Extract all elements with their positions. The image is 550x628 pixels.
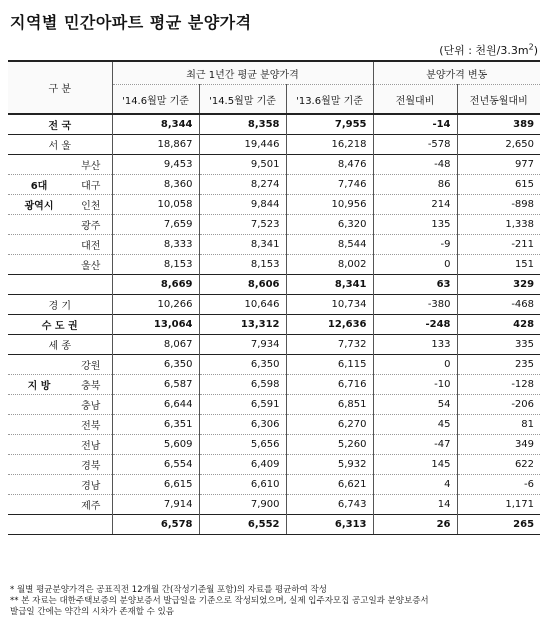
value-cell: 7,914 xyxy=(112,495,199,515)
row-category: 경 기 xyxy=(8,295,112,315)
value-cell: 6,306 xyxy=(199,415,286,435)
value-cell: 8,358 xyxy=(199,114,286,135)
value-cell: 6,115 xyxy=(286,355,373,375)
value-cell: -128 xyxy=(457,375,540,395)
row-subcategory xyxy=(70,515,112,535)
value-cell: 7,732 xyxy=(286,335,373,355)
table-row xyxy=(8,435,540,455)
value-cell: 135 xyxy=(373,215,457,235)
header-col: 전년동월대비 xyxy=(457,85,540,115)
value-cell: 8,606 xyxy=(199,275,286,295)
row-subcategory: 충북 xyxy=(70,375,112,395)
value-cell: 13,312 xyxy=(199,315,286,335)
table-row xyxy=(8,275,540,295)
value-cell: 8,344 xyxy=(112,114,199,135)
value-cell: 13,064 xyxy=(112,315,199,335)
value-cell: 6,851 xyxy=(286,395,373,415)
row-category: 세 종 xyxy=(8,335,112,355)
price-table xyxy=(8,60,540,535)
table-row xyxy=(8,375,540,395)
row-category xyxy=(8,235,70,255)
value-cell: 7,934 xyxy=(199,335,286,355)
value-cell: 7,900 xyxy=(199,495,286,515)
row-category: 수 도 권 xyxy=(8,315,112,335)
value-cell: 8,153 xyxy=(112,255,199,275)
row-subcategory: 대전 xyxy=(70,235,112,255)
value-cell: 5,260 xyxy=(286,435,373,455)
value-cell: 10,646 xyxy=(199,295,286,315)
value-cell: 1,338 xyxy=(457,215,540,235)
row-category xyxy=(8,495,70,515)
value-cell: 7,955 xyxy=(286,114,373,135)
row-category: 광역시 xyxy=(8,195,70,215)
table-row xyxy=(8,315,540,335)
row-subcategory: 전남 xyxy=(70,435,112,455)
value-cell: -468 xyxy=(457,295,540,315)
row-category xyxy=(8,475,70,495)
value-cell: 6,270 xyxy=(286,415,373,435)
value-cell: -48 xyxy=(373,155,457,175)
row-category xyxy=(8,155,70,175)
table-row xyxy=(8,155,540,175)
value-cell: 6,552 xyxy=(199,515,286,535)
value-cell: -14 xyxy=(373,114,457,135)
value-cell: 8,341 xyxy=(199,235,286,255)
value-cell: -6 xyxy=(457,475,540,495)
value-cell: 5,656 xyxy=(199,435,286,455)
header-col: '14.5월말 기준 xyxy=(199,85,286,115)
value-cell: 9,453 xyxy=(112,155,199,175)
table-row xyxy=(8,215,540,235)
value-cell: 7,659 xyxy=(112,215,199,235)
row-category xyxy=(8,255,70,275)
value-cell: 622 xyxy=(457,455,540,475)
value-cell: 8,341 xyxy=(286,275,373,295)
row-category xyxy=(8,455,70,475)
value-cell: 6,554 xyxy=(112,455,199,475)
value-cell: 8,544 xyxy=(286,235,373,255)
value-cell: 6,591 xyxy=(199,395,286,415)
footnote: * 월별 평균분양가격은 공표직전 12개월 간(작성기준월 포함)의 자료를 평균하여 작성 xyxy=(10,585,327,595)
value-cell: 349 xyxy=(457,435,540,455)
value-cell: -578 xyxy=(373,135,457,155)
value-cell: 8,274 xyxy=(199,175,286,195)
row-subcategory xyxy=(70,275,112,295)
value-cell: 86 xyxy=(373,175,457,195)
row-category xyxy=(8,415,70,435)
value-cell: 6,615 xyxy=(112,475,199,495)
value-cell: 145 xyxy=(373,455,457,475)
value-cell: 6,621 xyxy=(286,475,373,495)
value-cell: 5,609 xyxy=(112,435,199,455)
value-cell: 45 xyxy=(373,415,457,435)
header-row-1 xyxy=(8,61,540,85)
row-subcategory: 경남 xyxy=(70,475,112,495)
value-cell: 19,446 xyxy=(199,135,286,155)
value-cell: 8,153 xyxy=(199,255,286,275)
value-cell: -10 xyxy=(373,375,457,395)
value-cell: 9,501 xyxy=(199,155,286,175)
value-cell: 6,743 xyxy=(286,495,373,515)
table-row xyxy=(8,235,540,255)
value-cell: 6,320 xyxy=(286,215,373,235)
table-row xyxy=(8,335,540,355)
value-cell: 4 xyxy=(373,475,457,495)
table-row xyxy=(8,195,540,215)
value-cell: -206 xyxy=(457,395,540,415)
header-category: 구 분 xyxy=(8,61,112,114)
row-subcategory: 경북 xyxy=(70,455,112,475)
value-cell: 8,067 xyxy=(112,335,199,355)
row-category xyxy=(8,435,70,455)
row-subcategory: 전북 xyxy=(70,415,112,435)
table-row xyxy=(8,415,540,435)
header-group-price: 최근 1년간 평균 분양가격 xyxy=(112,61,373,85)
table-row xyxy=(8,495,540,515)
row-category xyxy=(8,215,70,235)
row-subcategory: 광주 xyxy=(70,215,112,235)
value-cell: 14 xyxy=(373,495,457,515)
row-subcategory: 강원 xyxy=(70,355,112,375)
value-cell: 18,867 xyxy=(112,135,199,155)
value-cell: 151 xyxy=(457,255,540,275)
value-cell: 10,734 xyxy=(286,295,373,315)
value-cell: -211 xyxy=(457,235,540,255)
value-cell: 54 xyxy=(373,395,457,415)
table-row xyxy=(8,175,540,195)
value-cell: 389 xyxy=(457,114,540,135)
value-cell: 0 xyxy=(373,255,457,275)
value-cell: 615 xyxy=(457,175,540,195)
table-row xyxy=(8,475,540,495)
value-cell: 6,716 xyxy=(286,375,373,395)
row-category: 서 울 xyxy=(8,135,112,155)
value-cell: 6,350 xyxy=(199,355,286,375)
value-cell: 6,409 xyxy=(199,455,286,475)
value-cell: -248 xyxy=(373,315,457,335)
value-cell: 2,650 xyxy=(457,135,540,155)
value-cell: -898 xyxy=(457,195,540,215)
value-cell: 335 xyxy=(457,335,540,355)
value-cell: 235 xyxy=(457,355,540,375)
value-cell: 8,333 xyxy=(112,235,199,255)
value-cell: 0 xyxy=(373,355,457,375)
value-cell: 265 xyxy=(457,515,540,535)
header-col: 전월대비 xyxy=(373,85,457,115)
table-row xyxy=(8,114,540,135)
table-row xyxy=(8,455,540,475)
value-cell: 7,523 xyxy=(199,215,286,235)
row-category: 6대 xyxy=(8,175,70,195)
value-cell: 6,644 xyxy=(112,395,199,415)
row-subcategory: 충남 xyxy=(70,395,112,415)
value-cell: 6,350 xyxy=(112,355,199,375)
row-subcategory: 대구 xyxy=(70,175,112,195)
value-cell: 329 xyxy=(457,275,540,295)
value-cell: 16,218 xyxy=(286,135,373,155)
value-cell: 8,476 xyxy=(286,155,373,175)
value-cell: 214 xyxy=(373,195,457,215)
value-cell: -9 xyxy=(373,235,457,255)
value-cell: 428 xyxy=(457,315,540,335)
row-category xyxy=(8,275,70,295)
value-cell: 8,669 xyxy=(112,275,199,295)
value-cell: 63 xyxy=(373,275,457,295)
row-subcategory: 울산 xyxy=(70,255,112,275)
value-cell: 6,351 xyxy=(112,415,199,435)
value-cell: 6,598 xyxy=(199,375,286,395)
value-cell: 7,746 xyxy=(286,175,373,195)
value-cell: 133 xyxy=(373,335,457,355)
value-cell: 10,956 xyxy=(286,195,373,215)
value-cell: 5,932 xyxy=(286,455,373,475)
value-cell: 6,610 xyxy=(199,475,286,495)
header-group-change: 분양가격 변동 xyxy=(373,61,540,85)
row-subcategory: 제주 xyxy=(70,495,112,515)
table-row xyxy=(8,515,540,535)
value-cell: 8,002 xyxy=(286,255,373,275)
header-col: '14.6월말 기준 xyxy=(112,85,199,115)
footnote: ** 본 자료는 대한주택보증의 분양보증서 발급일을 기준으로 작성되었으며, 실제 입주자모집 공고일과 분양보증서 xyxy=(10,596,429,606)
page-title: 지역별 민간아파트 평균 분양가격 xyxy=(10,13,252,32)
row-subcategory: 부산 xyxy=(70,155,112,175)
value-cell: 26 xyxy=(373,515,457,535)
value-cell: 6,578 xyxy=(112,515,199,535)
value-cell: 9,844 xyxy=(199,195,286,215)
table-row xyxy=(8,355,540,375)
table-row xyxy=(8,295,540,315)
row-category xyxy=(8,395,70,415)
table-row xyxy=(8,395,540,415)
footnotes xyxy=(10,585,540,618)
row-category xyxy=(8,355,70,375)
footnote: 발급일 간에는 약간의 시차가 존재할 수 있음 xyxy=(10,607,175,617)
value-cell: -380 xyxy=(373,295,457,315)
value-cell: 8,360 xyxy=(112,175,199,195)
value-cell: 81 xyxy=(457,415,540,435)
value-cell: 977 xyxy=(457,155,540,175)
row-category: 전 국 xyxy=(8,114,112,135)
unit-label: (단위 : 천원$/3.3m^2$) xyxy=(439,42,538,57)
row-category xyxy=(8,515,70,535)
table-row xyxy=(8,255,540,275)
value-cell: 12,636 xyxy=(286,315,373,335)
table-row xyxy=(8,135,540,155)
value-cell: 10,266 xyxy=(112,295,199,315)
header-col: '13.6월말 기준 xyxy=(286,85,373,115)
value-cell: 6,313 xyxy=(286,515,373,535)
value-cell: 6,587 xyxy=(112,375,199,395)
row-category: 지 방 xyxy=(8,375,70,395)
value-cell: 1,171 xyxy=(457,495,540,515)
value-cell: 10,058 xyxy=(112,195,199,215)
value-cell: -47 xyxy=(373,435,457,455)
row-subcategory: 인천 xyxy=(70,195,112,215)
